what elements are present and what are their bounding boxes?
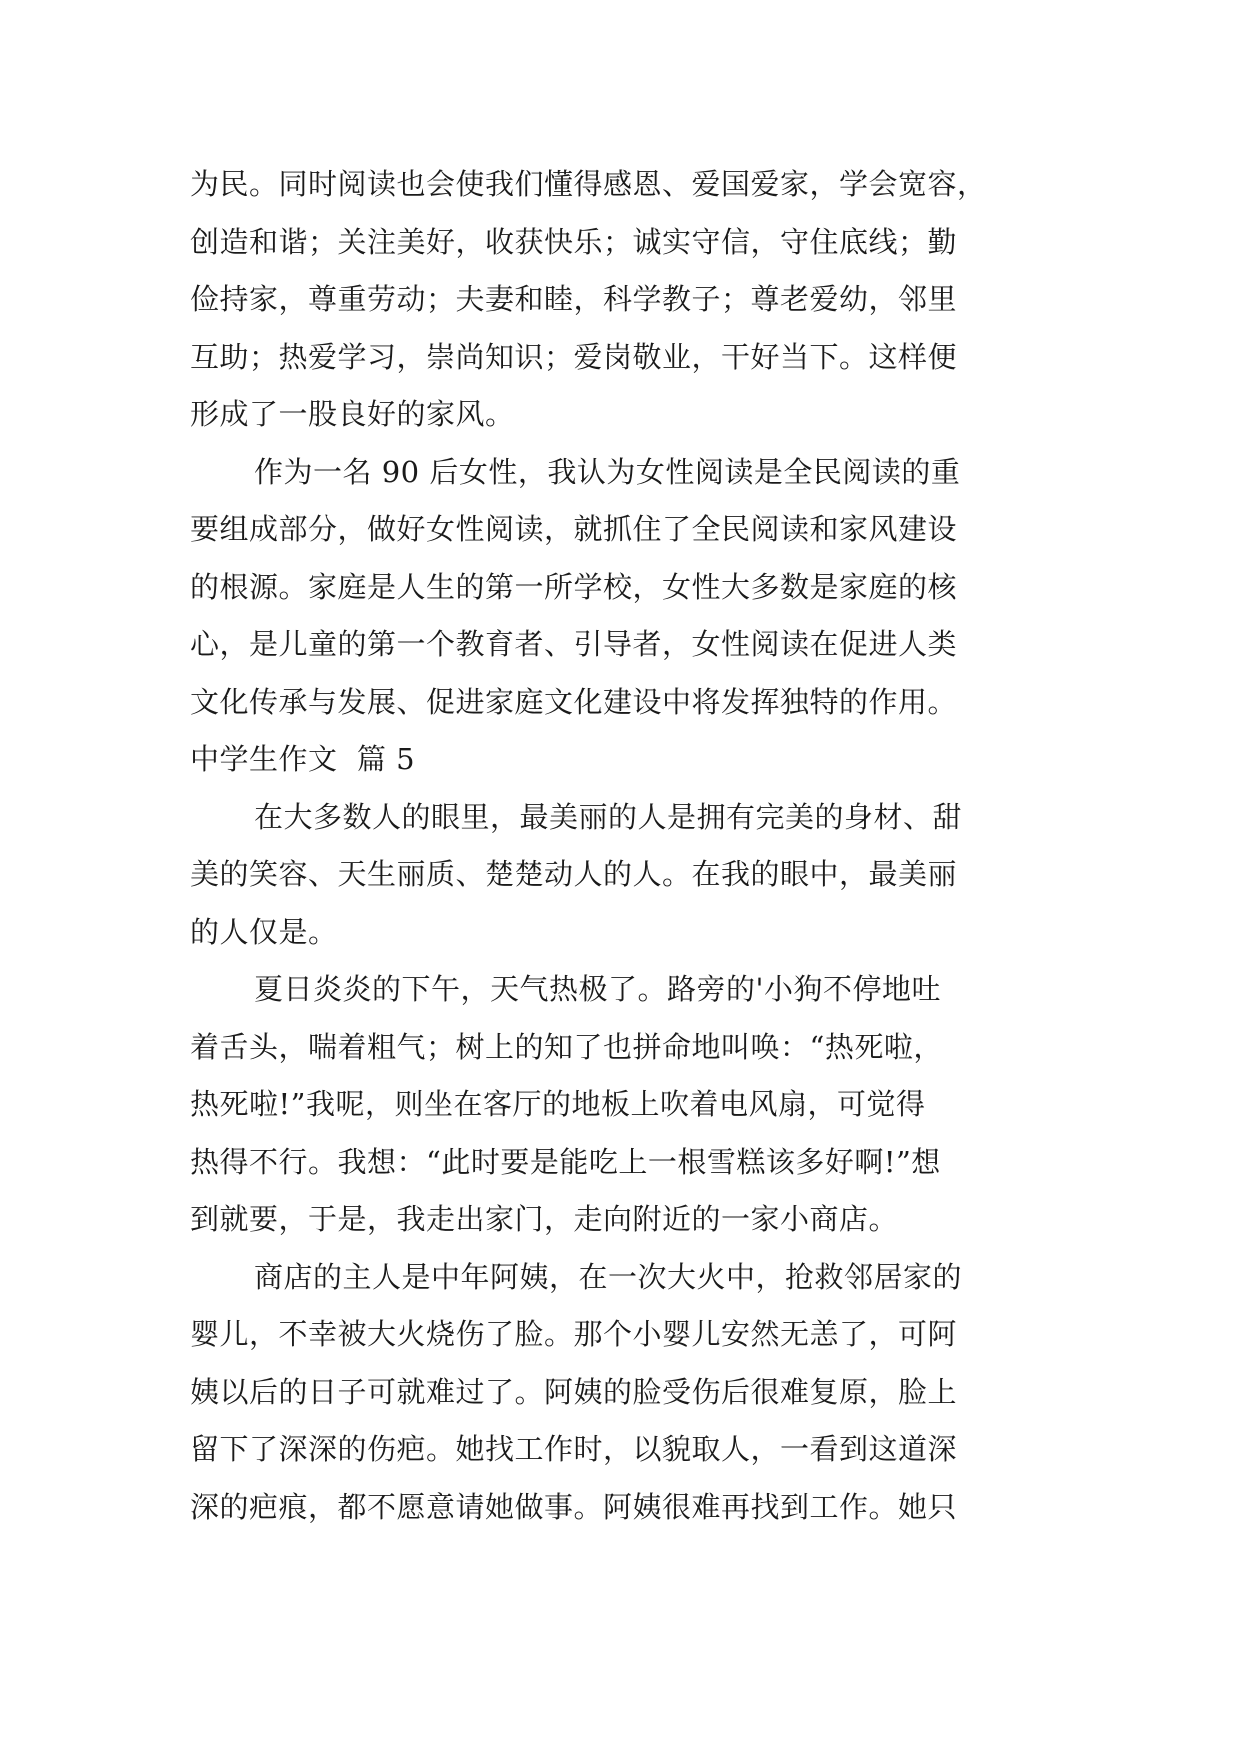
text-line: 热死啦!”我呢，则坐在客厅的地板上吹着电风扇，可觉得 [190, 1087, 926, 1121]
text-line: 作为一名 90 后女性，我认为女性阅读是全民阅读的重 [254, 454, 961, 489]
text-line: 文化传承与发展、促进家庭文化建设中将发挥独特的作用。 [190, 684, 958, 719]
text-line: 姨以后的日子可就难过了。阿姨的脸受伤后很难复原，脸上 [190, 1374, 958, 1409]
text-line: 的根源。家庭是人生的第一所学校，女性大多数是家庭的核 [190, 569, 958, 604]
text-line: 美的笑容、天生丽质、楚楚动人的人。在我的眼中，最美丽 [190, 857, 958, 891]
text-line: 要组成部分，做好女性阅读，就抓住了全民阅读和家风建设 [190, 512, 958, 546]
text-line: 创造和谐；关注美好，收获快乐；诚实守信，守住底线；勤 [190, 224, 958, 259]
paragraph-4 [190, 961, 1050, 1249]
text-line: 热得不行。我想：“此时要是能吃上一根雪糕该多好啊!”想 [190, 1144, 941, 1179]
text-line: 在大多数人的眼里，最美丽的人是拥有完美的身材、甜 [254, 799, 963, 834]
paragraph-1 [190, 156, 1050, 444]
text-line: 婴儿，不幸被大火烧伤了脸。那个小婴儿安然无恙了，可阿 [190, 1317, 958, 1351]
text-line: 夏日炎炎的下午，天气热极了。路旁的'小狗不停地吐 [254, 972, 941, 1006]
document-body [190, 156, 1050, 1536]
paragraph-5 [190, 1249, 1050, 1537]
text-line: 商店的主人是中年阿姨，在一次大火中，抢救邻居家的 [254, 1259, 963, 1294]
text-line: 互助；热爱学习，崇尚知识；爱岗敬业，干好当下。这样便 [190, 339, 958, 374]
section-heading: 中学生作文 篇 5 [190, 742, 416, 776]
text-line: 为民。同时阅读也会使我们懂得感恩、爱国爱家，学会宽容， [190, 167, 987, 201]
text-line: 形成了一股良好的家风。 [190, 397, 515, 431]
text-line: 留下了深深的伤疤。她找工作时，以貌取人，一看到这道深 [190, 1432, 958, 1466]
text-line: 深的疤痕，都不愿意请她做事。阿姨很难再找到工作。她只 [190, 1489, 958, 1524]
text-line: 俭持家，尊重劳动；夫妻和睦，科学教子；尊老爱幼，邻里 [190, 282, 958, 316]
paragraph-2 [190, 444, 1050, 732]
paragraph-3 [190, 789, 1050, 962]
text-line: 到就要，于是，我走出家门，走向附近的一家小商店。 [190, 1202, 899, 1236]
text-line: 的人仅是。 [190, 914, 338, 949]
text-line: 着舌头，喘着粗气；树上的知了也拼命地叫唤：“热死啦， [190, 1029, 943, 1064]
text-line: 心，是儿童的第一个教育者、引导者，女性阅读在促进人类 [190, 627, 958, 661]
